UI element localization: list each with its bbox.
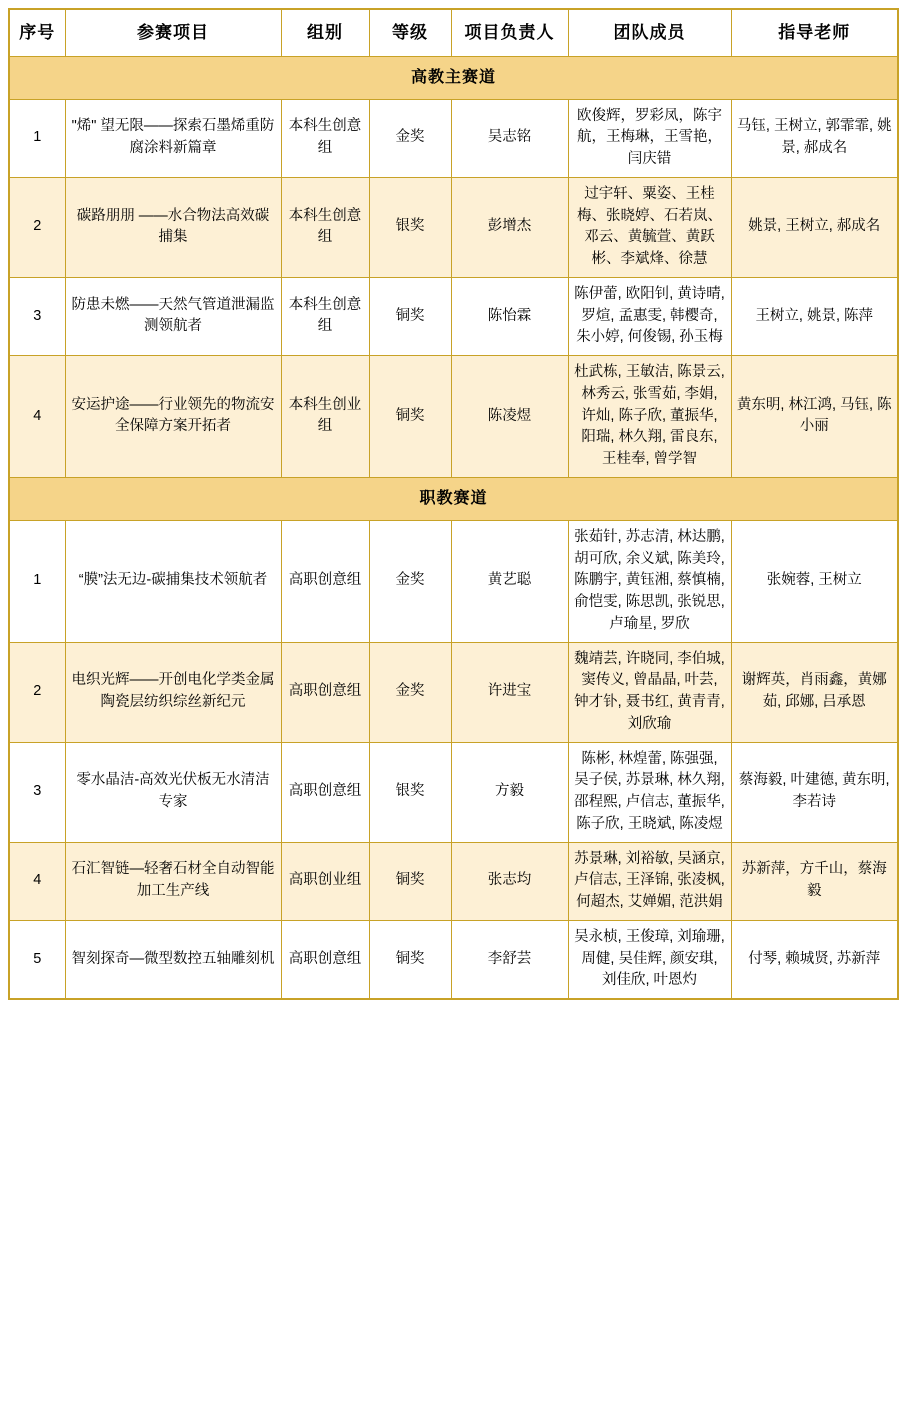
cell-members: 陈伊蕾, 欧阳钊, 黄诗晴, 罗煊, 孟惠雯, 韩樱奇, 朱小婷, 何俊锡, 孙玉梅 xyxy=(568,277,731,355)
cell-leader: 方毅 xyxy=(451,742,568,842)
cell-level: 银奖 xyxy=(369,177,451,277)
column-header-group: 组别 xyxy=(281,9,369,56)
cell-project: 电织光辉——开创电化学类金属陶瓷层纺织综丝新纪元 xyxy=(65,642,281,742)
table-row xyxy=(9,642,898,742)
cell-project: 防患未燃——天然气管道泄漏监测领航者 xyxy=(65,277,281,355)
cell-level: 金奖 xyxy=(369,642,451,742)
section-title: 高教主赛道 xyxy=(9,56,898,99)
table-row xyxy=(9,520,898,642)
cell-group: 本科生创意组 xyxy=(281,99,369,177)
cell-level: 银奖 xyxy=(369,742,451,842)
cell-group: 高职创意组 xyxy=(281,920,369,999)
cell-level: 铜奖 xyxy=(369,277,451,355)
column-header-members: 团队成员 xyxy=(568,9,731,56)
cell-members: 杜武栋, 王敏洁, 陈景云, 林秀云, 张雪茹, 李娟, 许灿, 陈子欣, 董振华, 阳瑞, 林久翔, 雷良东, 王桂奉, 曾学智 xyxy=(568,356,731,478)
cell-level: 金奖 xyxy=(369,99,451,177)
cell-mentors: 黄东明, 林江鸿, 马钰, 陈小丽 xyxy=(731,356,898,478)
cell-leader: 陈怡霖 xyxy=(451,277,568,355)
cell-project: "烯" 望无限——探索石墨烯重防腐涂料新篇章 xyxy=(65,99,281,177)
table-row xyxy=(9,356,898,478)
column-header-level: 等级 xyxy=(369,9,451,56)
cell-group: 高职创意组 xyxy=(281,642,369,742)
column-header-leader: 项目负责人 xyxy=(451,9,568,56)
award-results-table xyxy=(8,8,899,1000)
column-header-project: 参赛项目 xyxy=(65,9,281,56)
cell-mentors: 付琴, 赖城贤, 苏新萍 xyxy=(731,920,898,999)
cell-group: 高职创业组 xyxy=(281,842,369,920)
section-title: 职教赛道 xyxy=(9,477,898,520)
cell-leader: 李舒芸 xyxy=(451,920,568,999)
cell-index: 1 xyxy=(9,520,65,642)
cell-group: 本科生创意组 xyxy=(281,177,369,277)
cell-mentors: 姚景, 王树立, 郝成名 xyxy=(731,177,898,277)
cell-group: 高职创意组 xyxy=(281,520,369,642)
cell-index: 2 xyxy=(9,177,65,277)
cell-mentors: 谢辉英，肖雨鑫，黄娜茹, 邱娜, 吕承恩 xyxy=(731,642,898,742)
cell-mentors: 马钰, 王树立, 郭霏霏, 姚景, 郝成名 xyxy=(731,99,898,177)
cell-index: 5 xyxy=(9,920,65,999)
table-row xyxy=(9,920,898,999)
cell-group: 本科生创意组 xyxy=(281,277,369,355)
table-row xyxy=(9,99,898,177)
cell-index: 4 xyxy=(9,842,65,920)
cell-leader: 彭增杰 xyxy=(451,177,568,277)
cell-project: 安运护途——行业领先的物流安全保障方案开拓者 xyxy=(65,356,281,478)
cell-members: 吴永桢, 王俊璋, 刘瑜珊, 周健, 吴佳辉, 颜安琪, 刘佳欣, 叶恩灼 xyxy=(568,920,731,999)
section-header-row xyxy=(9,477,898,520)
section-header-row xyxy=(9,56,898,99)
cell-level: 铜奖 xyxy=(369,842,451,920)
cell-mentors: 蔡海毅, 叶建德, 黄东明, 李若诗 xyxy=(731,742,898,842)
column-header-index: 序号 xyxy=(9,9,65,56)
cell-project: 碳路朋朋 ——水合物法高效碳捕集 xyxy=(65,177,281,277)
cell-leader: 张志均 xyxy=(451,842,568,920)
table-body xyxy=(9,56,898,999)
cell-project: “膜”法无边-碳捕集技术领航者 xyxy=(65,520,281,642)
cell-members: 魏靖芸, 许晓同, 李伯城, 窦传义, 曾晶晶, 叶芸, 钟才钋, 聂书红, 黄青青, 刘欣瑜 xyxy=(568,642,731,742)
cell-group: 本科生创业组 xyxy=(281,356,369,478)
cell-index: 4 xyxy=(9,356,65,478)
cell-leader: 许进宝 xyxy=(451,642,568,742)
table-row xyxy=(9,177,898,277)
table-row xyxy=(9,277,898,355)
cell-group: 高职创意组 xyxy=(281,742,369,842)
cell-members: 张茹针, 苏志清, 林达鹏, 胡可欣, 余义斌, 陈美玲, 陈鹏宇, 黄钰湘, 蔡慎楠, 俞恺雯, 陈思凯, 张锐思, 卢瑜星, 罗欣 xyxy=(568,520,731,642)
cell-mentors: 张婉蓉, 王树立 xyxy=(731,520,898,642)
cell-level: 金奖 xyxy=(369,520,451,642)
cell-level: 铜奖 xyxy=(369,356,451,478)
cell-index: 3 xyxy=(9,277,65,355)
cell-leader: 陈凌煜 xyxy=(451,356,568,478)
cell-index: 3 xyxy=(9,742,65,842)
cell-mentors: 苏新萍，方千山，蔡海毅 xyxy=(731,842,898,920)
table-row xyxy=(9,842,898,920)
cell-members: 陈彬, 林煌蕾, 陈强强, 吴子侯, 苏景琳, 林久翔, 邵程熙, 卢信志, 董振华, 陈子欣, 王晓斌, 陈凌煜 xyxy=(568,742,731,842)
cell-members: 苏景琳, 刘裕敏, 吴涵京, 卢信志, 王泽锦, 张凌枫, 何超杰, 艾婵媚, 范洪娟 xyxy=(568,842,731,920)
cell-project: 智刻探奇—微型数控五轴雕刻机 xyxy=(65,920,281,999)
cell-project: 零水晶洁-高效光伏板无水清洁专家 xyxy=(65,742,281,842)
cell-level: 铜奖 xyxy=(369,920,451,999)
cell-index: 2 xyxy=(9,642,65,742)
cell-members: 过宇轩、粟姿、王桂梅、张晓婷、石若岚、邓云、黄毓萱、黄跃彬、李斌烽、徐慧 xyxy=(568,177,731,277)
cell-index: 1 xyxy=(9,99,65,177)
table-row xyxy=(9,742,898,842)
cell-members: 欧俊辉，罗彩凤，陈宇航，王梅琳，王雪艳，闫庆错 xyxy=(568,99,731,177)
cell-leader: 黄艺聪 xyxy=(451,520,568,642)
column-header-mentors: 指导老师 xyxy=(731,9,898,56)
cell-mentors: 王树立, 姚景, 陈萍 xyxy=(731,277,898,355)
cell-leader: 吴志铭 xyxy=(451,99,568,177)
cell-project: 石汇智链—轻奢石材全自动智能加工生产线 xyxy=(65,842,281,920)
table-header xyxy=(9,9,898,56)
header-row xyxy=(9,9,898,56)
